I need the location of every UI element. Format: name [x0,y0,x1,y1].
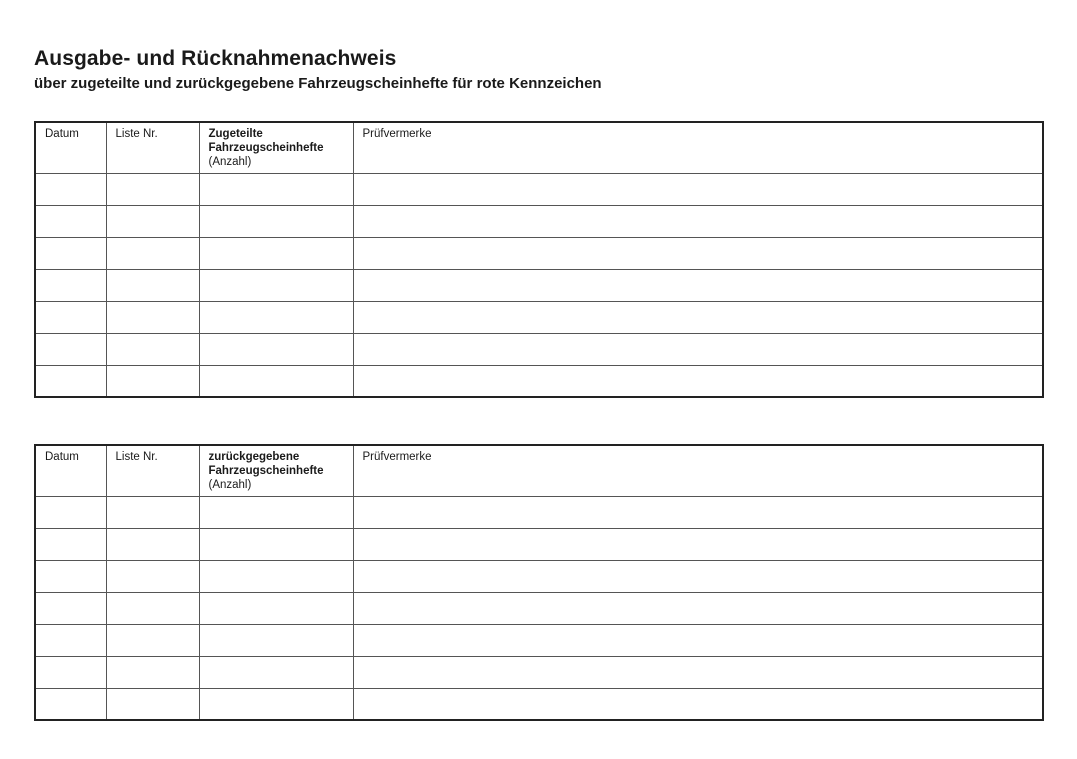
cell-remarks[interactable] [353,656,1043,688]
cell-list-no[interactable] [106,656,199,688]
cell-list-no[interactable] [106,269,199,301]
table-row [35,269,1043,301]
column-header-list-no: Liste Nr. [106,122,199,173]
cell-date[interactable] [35,365,106,397]
cell-count[interactable] [199,624,353,656]
column-header-title-line2: Fahrzeugscheinhefte [208,142,324,154]
cell-date[interactable] [35,301,106,333]
column-header-unit: (Anzahl) [208,156,252,168]
table-row [35,496,1043,528]
cell-count[interactable] [199,496,353,528]
column-header-date: Datum [35,122,106,173]
cell-count[interactable] [199,656,353,688]
column-header-title-line1: Zugeteilte [208,128,263,140]
cell-remarks[interactable] [353,624,1043,656]
cell-remarks[interactable] [353,205,1043,237]
table-row [35,528,1043,560]
cell-count[interactable] [199,237,353,269]
column-header-remarks: Prüfvermerke [353,122,1043,173]
cell-list-no[interactable] [106,624,199,656]
cell-count[interactable] [199,173,353,205]
cell-date[interactable] [35,205,106,237]
table-header-row [35,122,1043,173]
cell-remarks[interactable] [353,269,1043,301]
cell-count[interactable] [199,528,353,560]
page-subtitle: über zugeteilte und zurückgegebene Fahrzeugscheinhefte für rote Kennzeichen [34,75,602,92]
cell-count[interactable] [199,592,353,624]
cell-list-no[interactable] [106,496,199,528]
cell-list-no[interactable] [106,237,199,269]
cell-list-no[interactable] [106,205,199,237]
cell-list-no[interactable] [106,560,199,592]
cell-date[interactable] [35,688,106,720]
table-row [35,560,1043,592]
cell-remarks[interactable] [353,560,1043,592]
cell-remarks[interactable] [353,365,1043,397]
column-header-remarks: Prüfvermerke [353,445,1043,496]
cell-remarks[interactable] [353,301,1043,333]
table-row [35,333,1043,365]
table-body [35,173,1043,397]
cell-date[interactable] [35,656,106,688]
cell-list-no[interactable] [106,301,199,333]
cell-remarks[interactable] [353,688,1043,720]
column-header-title-line2: Fahrzeugscheinhefte [208,465,324,477]
cell-count[interactable] [199,269,353,301]
cell-count[interactable] [199,333,353,365]
issued-booklets-table [34,121,1044,398]
cell-date[interactable] [35,592,106,624]
cell-count[interactable] [199,560,353,592]
page-title: Ausgabe- und Rücknahmenachweis [34,47,397,70]
column-header-list-no: Liste Nr. [106,445,199,496]
column-header-returned-count [199,445,353,496]
table-row [35,624,1043,656]
returned-booklets-table [34,444,1044,721]
cell-count[interactable] [199,301,353,333]
table-row [35,688,1043,720]
cell-date[interactable] [35,269,106,301]
table-row [35,656,1043,688]
column-header-issued-count [199,122,353,173]
cell-list-no[interactable] [106,173,199,205]
table-row [35,173,1043,205]
table-row [35,237,1043,269]
table-row [35,365,1043,397]
cell-remarks[interactable] [353,496,1043,528]
table-row [35,205,1043,237]
cell-remarks[interactable] [353,528,1043,560]
cell-date[interactable] [35,624,106,656]
table-body [35,496,1043,720]
cell-remarks[interactable] [353,237,1043,269]
cell-remarks[interactable] [353,333,1043,365]
cell-date[interactable] [35,560,106,592]
cell-count[interactable] [199,688,353,720]
cell-list-no[interactable] [106,592,199,624]
cell-list-no[interactable] [106,333,199,365]
cell-list-no[interactable] [106,528,199,560]
cell-list-no[interactable] [106,688,199,720]
table-header-row [35,445,1043,496]
column-header-date: Datum [35,445,106,496]
table-row [35,301,1043,333]
column-header-title-line1: zurückgegebene [208,451,300,463]
cell-date[interactable] [35,173,106,205]
cell-count[interactable] [199,205,353,237]
cell-count[interactable] [199,365,353,397]
table-row [35,592,1043,624]
column-header-unit: (Anzahl) [208,479,252,491]
cell-date[interactable] [35,528,106,560]
cell-date[interactable] [35,237,106,269]
cell-date[interactable] [35,333,106,365]
cell-remarks[interactable] [353,592,1043,624]
cell-remarks[interactable] [353,173,1043,205]
cell-list-no[interactable] [106,365,199,397]
cell-date[interactable] [35,496,106,528]
